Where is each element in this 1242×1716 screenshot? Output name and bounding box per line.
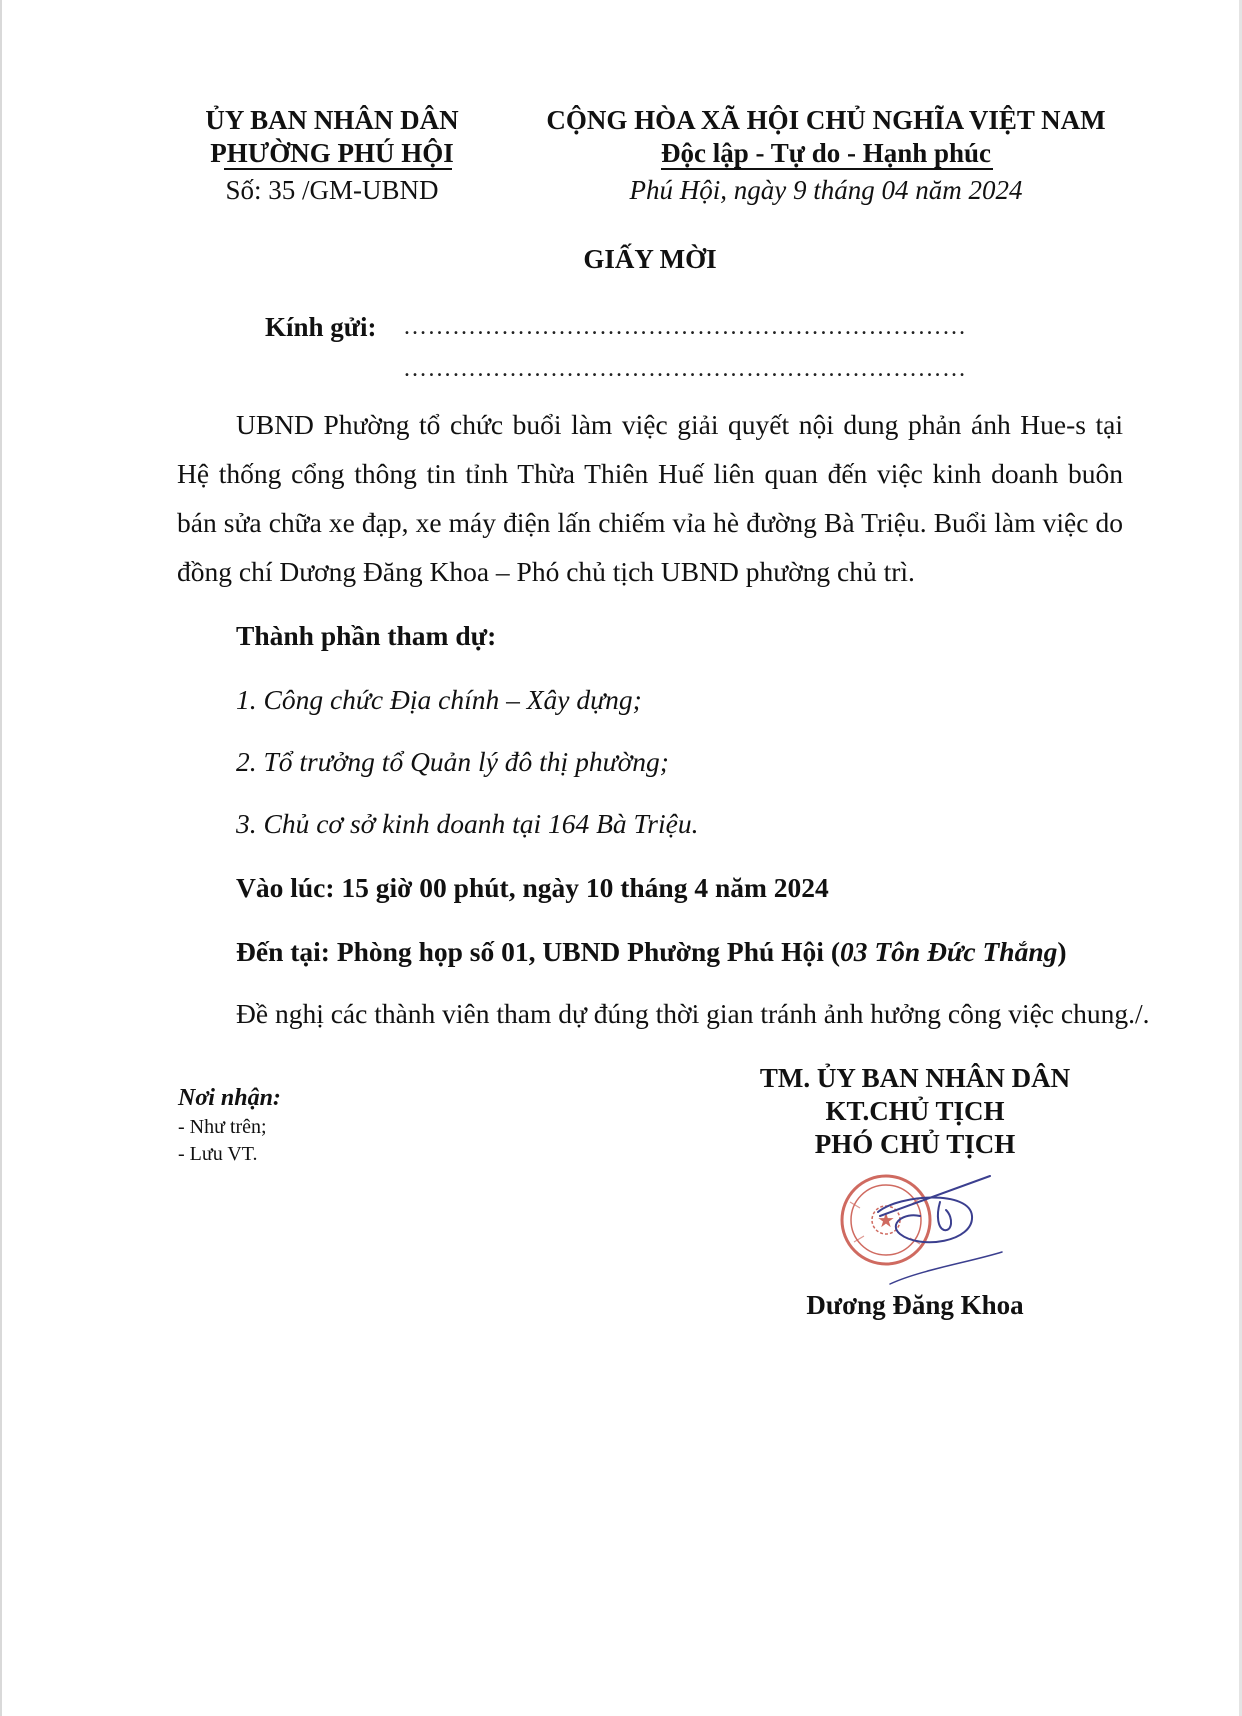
recipients-block-item: - Như trên;	[178, 1116, 267, 1138]
document-number: Số: 35 /GM-UBND	[225, 175, 439, 205]
org-name-line1: ỦY BAN NHÂN DÂN	[205, 105, 459, 135]
stamp-and-signature	[820, 1172, 1010, 1292]
page-edge-left	[0, 0, 2, 1716]
signature-title-line2: KT.CHỦ TỊCH	[825, 1096, 1005, 1126]
official-stamp-icon	[842, 1176, 930, 1264]
document-title: GIẤY MỜI	[583, 244, 717, 274]
attendees-label: Thành phần tham dự:	[236, 620, 497, 651]
meeting-time: Vào lúc: 15 giờ 00 phút, ngày 10 tháng 4 năm 2024	[236, 872, 829, 903]
venue-suffix: )	[1057, 936, 1067, 967]
svg-text:★: ★	[877, 1210, 895, 1232]
recipients-block-item: - Lưu VT.	[178, 1143, 258, 1165]
body-paragraph: UBND Phường tổ chức buổi làm việc giải quyết nội dung phản ánh Hue-s tại Hệ thống cổng thông tin tỉnh Thừa Thiên Huế liên quan đến việc kinh doanh buôn bán sửa chữa xe đạp, xe máy điện lấn chiếm vỉa hè đường Bà Triệu. Buổi làm việc do đồng chí Dương Đăng Khoa – Phó chủ tịch UBND phường chủ trì.	[177, 409, 1123, 587]
closing-sentence: Đề nghị các thành viên tham dự đúng thời gian tránh ảnh hưởng công việc chung./.	[236, 998, 1150, 1029]
signer-name: Dương Đăng Khoa	[806, 1290, 1024, 1320]
signature-title-line3: PHÓ CHỦ TỊCH	[814, 1129, 1016, 1159]
attendee-item: 2. Tổ trưởng tổ Quản lý đô thị phường;	[236, 746, 669, 777]
venue-prefix: Đến tại: Phòng họp số 01, UBND Phường Phú Hội (	[236, 936, 840, 967]
attendee-item: 3. Chủ cơ sở kinh doanh tại 164 Bà Triệu.	[236, 808, 699, 839]
country-name: CỘNG HÒA XÃ HỘI CHỦ NGHĨA VIỆT NAM	[546, 105, 1106, 135]
recipients-block-label: Nơi nhận:	[178, 1085, 281, 1111]
handwritten-signature-icon	[878, 1176, 1002, 1284]
recipient-dots-line2: ……………………………………………………………	[403, 356, 967, 382]
org-underline	[224, 168, 452, 170]
signature-title-line1: TM. ỦY BAN NHÂN DÂN	[759, 1063, 1071, 1093]
national-motto: Độc lập - Tự do - Hạnh phúc	[660, 138, 992, 168]
recipient-dots-line1: ……………………………………………………………	[403, 314, 967, 340]
place-and-date: Phú Hội, ngày 9 tháng 04 năm 2024	[629, 175, 1023, 205]
attendee-item: 1. Công chức Địa chính – Xây dựng;	[236, 684, 642, 715]
venue-address: 03 Tôn Đức Thắng	[839, 936, 1058, 967]
recipient-label: Kính gửi:	[265, 312, 377, 342]
meeting-venue	[236, 936, 1067, 968]
motto-underline	[661, 168, 993, 170]
org-name-line2: PHƯỜNG PHÚ HỘI	[210, 138, 454, 168]
